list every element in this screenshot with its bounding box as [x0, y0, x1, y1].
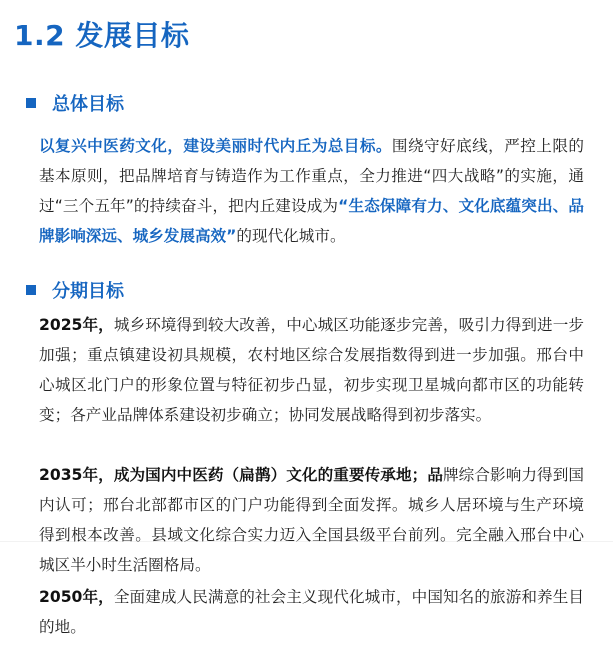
goal-2025-text: 城乡环境得到较大改善，中心城区功能逐步完善，吸引力得到进一步加强；重点镇建设初具规模，农村地区综合发展指数得到进一步加强。邢台中心城区北门户的形象位置与特征初步凸显，初步实现卫星城向都市区的功能转变；各产业品牌体系建设初步确立；协同发展战略得到初步落实。: [39, 316, 584, 424]
overall-goal-heading: [26, 90, 124, 116]
overall-goal-highlight: “生态保障有力、文化底蕴突出、品牌影响深远、城乡发展高效”: [39, 197, 584, 245]
overall-goal-paragraph: [39, 131, 584, 251]
page-title: 1.2 发展目标: [14, 19, 190, 52]
overall-goal-text-1: 围绕守好底线，严控上限的基本原则，把品牌培育与铸造作为工作重点，全力推进“四大战略”的实施，通过“三个五年”的持续奋斗，把内丘建设成为: [39, 137, 584, 215]
overall-goal-lead: 以复兴中医药文化，建设美丽时代内丘为总目标。: [39, 137, 392, 155]
overall-goal-text-2: 的现代化城市。: [236, 227, 346, 245]
goal-2050-text: 全面建成人民满意的社会主义现代化城市，中国知名的旅游和养生目的地。: [39, 588, 584, 636]
overall-goal-heading-label: 总体目标: [52, 94, 124, 115]
goal-2035-text: 牌综合影响力得到国内认可；邢台北部都市区的门户功能得到全面发挥。城乡人居环境与生产环境得到根本改善。县域文化综合实力迈入全国县级平台前列。完全融入邢台中心城区半小时生活圈格局。: [39, 466, 584, 574]
phased-goal-heading-label: 分期目标: [52, 281, 124, 302]
divider: [0, 541, 613, 542]
goal-2025-paragraph: [39, 310, 584, 430]
goal-2035-year: 2035年，成为国内中医药（扁鹊）文化的重要传承地；品: [39, 466, 443, 484]
goal-2050-paragraph: [39, 582, 584, 642]
goal-2025-year: 2025年，: [39, 316, 114, 334]
goal-2035-paragraph: [39, 460, 584, 580]
goal-2050-year: 2050年，: [39, 588, 114, 606]
square-bullet-icon: [26, 285, 36, 295]
square-bullet-icon: [26, 98, 36, 108]
phased-goal-heading: [26, 277, 124, 303]
